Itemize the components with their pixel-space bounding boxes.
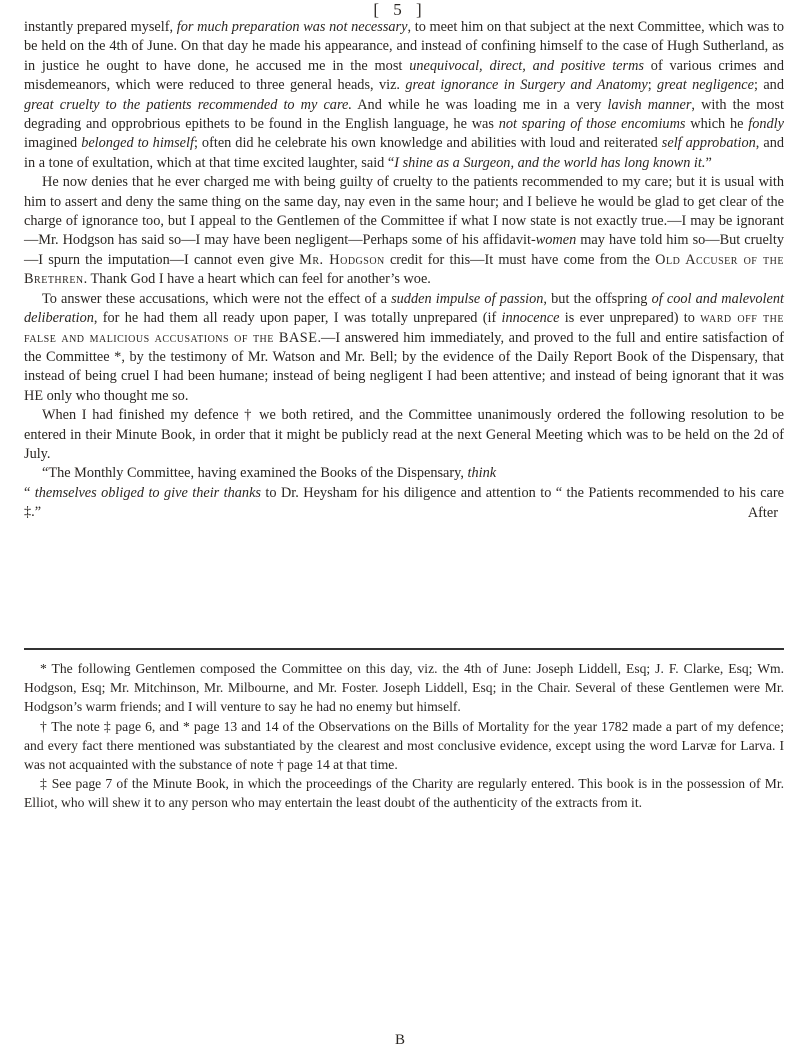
catchword: After	[747, 504, 778, 521]
page-number: [ 5 ]	[373, 0, 427, 19]
resolution-quote: “The Monthly Committee, having examined the Books of the Dispensary, think “ themselves obliged to give their thanks to Dr. Heysham for his diligence and attention to “ the Patients recommended to his care ‡.”	[24, 465, 784, 521]
signature-mark: B	[394, 1032, 405, 1048]
footnote-dagger: † The note ‡ page 6, and * page 13 and 14 of the Observations on the Bills of Mortality for the year 1782 made a part of my defence; and every fact there mentioned was substantiated by the clearest and most conclusive evidence, except using the word Larvæ for Larva. I was not acquainted with the substance of note † page 14 at that time.	[24, 718, 784, 772]
footnotes	[24, 660, 784, 814]
paragraph-4: When I had finished my defence † we both retired, and the Committee unanimously ordered the following resolution to be entered in their Minute Book, in order that it might be publicly read at the next General Meeting which was to be held on the 2d of July.	[24, 407, 784, 462]
footnote-rule	[24, 648, 784, 650]
paragraph-3: To answer these accusations, which were not the effect of a sudden impulse of passion, but the offspring of cool and malevolent deliberation, for he had them all ready upon paper, I was totally unprepared (if innocence is ever unprepared) to ward off the false and malicious accusations of the BASE.—I answered him immediately, and proved to the full and entire satisfaction of the Committee *, by the testimony of Mr. Watson and Mr. Bell; by the evidence of the Daily Report Book of the Dispensary, that instead of being cruel I had been humane; instead of being negligent I had been attentive; and instead of being ignorant that it was HE only who thought me so.	[24, 290, 784, 404]
paragraph-2: He now denies that he ever charged me with being guilty of cruelty to the patients recommended to my care; but it is usual with him to assert and deny the same thing on the same day, nay even in the same hour; and I believe he would be glad to get clear of the charge of ignorance too, but I appeal to the Gentlemen of the Committee if what I now state is not exactly true.—I may be ignorant—Mr. Hodgson has said so—I may have been negligent—Perhaps some of his affidavit-women may have told him so—But cruelty—I spurn the imputation—I cannot even give Mr. Hodgson credit for this—It must have come from the Old Accuser of the Brethren. Thank God I have a heart which can feel for another’s woe.	[24, 174, 784, 288]
paragraph-1: instantly prepared myself, for much preparation was not necessary, to meet him on that subject at the next Committee, which was to be held on the 4th of June. On that day he made his appearance, and instead of confining himself to the case of Hugh Sutherland, as in justice he ought to have done, he accused me in the most unequivocal, direct, and positive terms of various crimes and misdemeanors, which were reduced to three general heads, viz. great ignorance in Surgery and Anatomy; great negligence; and great cruelty to the patients recommended to my care. And while he was loading me in a very lavish manner, with the most degrading and opprobrious epithets to be found in the English language, he was not sparing of those encomiums which he fondly imagined belonged to himself; often did he celebrate his own knowledge and abilities with loud and reiterated self approbation, and in a tone of exultation, which at that time excited laughter, said “I shine as a Surgeon, and the world has long known it.”	[24, 19, 785, 171]
footnote-double-dagger: ‡ See page 7 of the Minute Book, in which the proceedings of the Charity are regularly entered. This book is in the possession of Mr. Elliot, who will shew it to any person who may entertain the least doubt of the authenticity of the extracts from it.	[24, 776, 784, 811]
footnote-star: * The following Gentlemen composed the Committee on this day, viz. the 4th of June: Joseph Liddell, Esq; J. F. Clarke, Esq; Wm. Hodgson, Esq; Mr. Mitchinson, Mr. Milbourne, and Mr. Foster. Joseph Liddell, Esq; in the Chair. Several of these Gentlemen were Mr. Hodgson’s warm friends; and I will venture to say he had no enemy but himself.	[24, 661, 784, 714]
main-text	[24, 18, 784, 523]
